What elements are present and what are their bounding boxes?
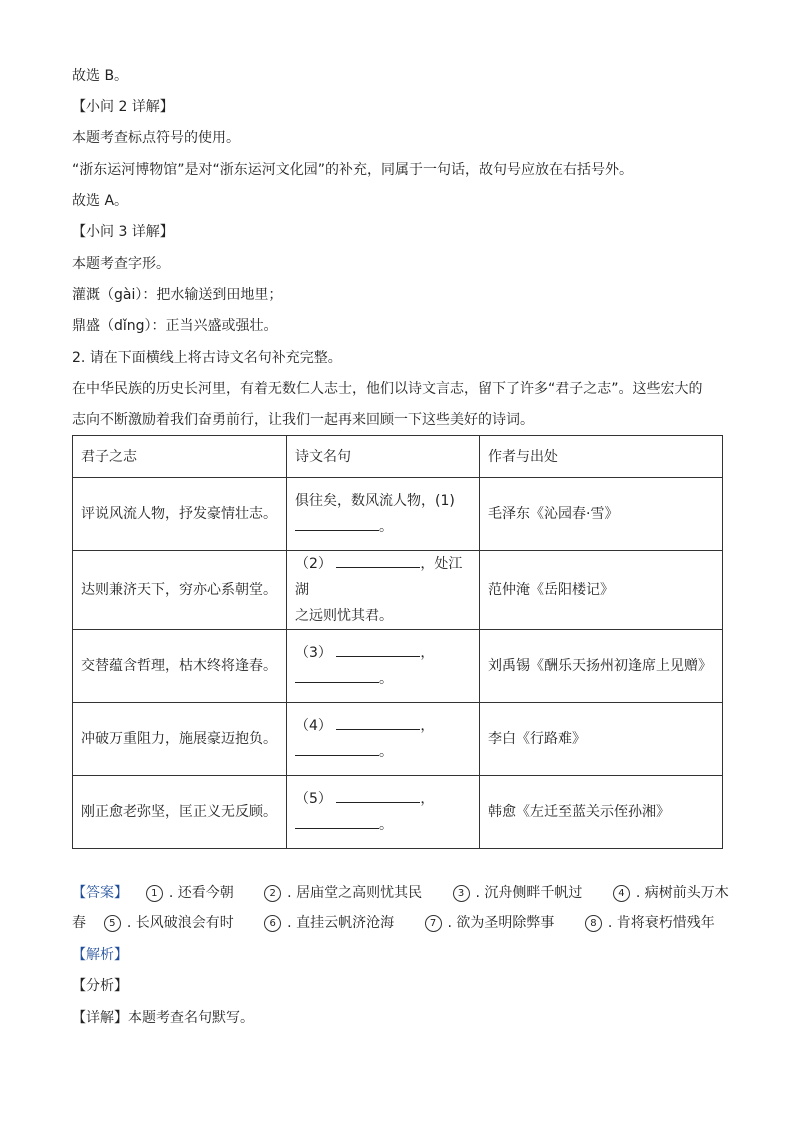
answer-item (425, 915, 555, 931)
verse-line (295, 640, 471, 666)
answer-text: . 沉舟侧畔千帆过 (475, 885, 583, 901)
answer-item (104, 915, 234, 931)
answer-block (72, 878, 732, 938)
answer-blank[interactable] (295, 516, 379, 531)
answer-item (453, 885, 583, 901)
verse-line: 俱往矣，数风流人物，(1) (295, 493, 455, 509)
text-line: 本题考查字形。 (72, 256, 170, 272)
answer-item (264, 915, 394, 931)
verse-text: ，处江湖 (295, 556, 463, 598)
aim-cell: 达则兼济天下，穷亦心系朝堂。 (73, 551, 287, 630)
answer-blank[interactable] (336, 642, 420, 657)
verse-line (295, 786, 471, 812)
verse-cell (287, 776, 480, 849)
verse-line (295, 713, 471, 739)
detail-line (72, 1008, 254, 1028)
answer-blank[interactable] (295, 741, 379, 756)
punct: ， (420, 718, 435, 734)
punct: 。 (379, 519, 393, 535)
aim-cell: 交替蕴含哲理，枯木终将逢春。 (73, 630, 287, 703)
source-cell: 李白《行路难》 (480, 703, 723, 776)
answer-line (72, 878, 732, 908)
punct: ， (420, 645, 435, 661)
answer-blank[interactable] (336, 553, 420, 568)
answer-text: . 长风破浪会有时 (126, 915, 234, 931)
source-cell: 毛泽东《沁园春·雪》 (480, 478, 723, 551)
punct: 。 (379, 671, 393, 687)
section-heading: 【分析】 (72, 978, 128, 994)
answer-item (613, 885, 729, 901)
poem-table (72, 435, 723, 849)
table-header: 诗文名句 (287, 436, 480, 478)
text-line: 灌溉（gài）：把水输送到田地里； (72, 287, 283, 303)
source-cell: 刘禹锡《酬乐天扬州初逢席上见赠》 (480, 630, 723, 703)
answer-blank[interactable] (295, 668, 379, 683)
table-header: 作者与出处 (480, 436, 723, 478)
answer-blank[interactable] (336, 715, 420, 730)
number-circle-icon: 4 (613, 885, 630, 902)
blank-number: （4） (295, 718, 332, 734)
verse-line (295, 739, 471, 765)
answer-blank[interactable] (336, 788, 420, 803)
text-line: 本题考查标点符号的使用。 (72, 130, 240, 146)
answer-text: . 肯将衰朽惜残年 (607, 915, 715, 931)
verse-cell (287, 630, 480, 703)
text-line: “浙东运河博物馆”是对“浙东运河文化园”的补充，同属于一句话，故句号应放在右括号外。 (72, 162, 634, 178)
punct: ， (420, 791, 435, 807)
answer-line (72, 908, 732, 938)
text-line: 本题考查名句默写。 (128, 1010, 254, 1026)
text-line: 鼎盛（dǐng）：正当兴盛或强壮。 (72, 318, 278, 334)
text-line: 志向不断激励着我们奋勇前行，让我们一起再来回顾一下这些美好的诗词。 (72, 412, 534, 428)
blank-number: （2） (295, 556, 332, 572)
number-circle-icon: 3 (453, 885, 470, 902)
table-header: 君子之志 (73, 436, 287, 478)
text-line: 在中华民族的历史长河里，有着无数仁人志士，他们以诗文言志，留下了许多“君子之志”。这些宏大的 (72, 381, 703, 397)
aim-cell: 评说风流人物，抒发豪情壮志。 (73, 478, 287, 551)
answer-item (146, 885, 234, 901)
verse-cell (287, 703, 480, 776)
table-row (73, 478, 723, 551)
section-heading: 【小问 2 详解】 (72, 99, 174, 115)
number-circle-icon: 7 (425, 915, 442, 932)
table-row (73, 703, 723, 776)
verse-line (295, 666, 471, 692)
answer-text: . 病树前头万木 (635, 885, 729, 901)
answer-text: . 还看今朝 (168, 885, 234, 901)
number-circle-icon: 8 (585, 915, 602, 932)
verse-line (295, 812, 471, 838)
verse-line: 之远则忧其君。 (295, 608, 393, 624)
table-row (73, 776, 723, 849)
punct: 。 (379, 817, 393, 833)
verse-cell (287, 478, 480, 551)
text-line: 故选 B。 (72, 68, 129, 84)
answer-item (585, 915, 715, 931)
table-header-row (73, 436, 723, 478)
section-heading: 【详解】 (72, 1010, 128, 1026)
aim-cell: 刚正愈老弥坚，匡正义无反顾。 (73, 776, 287, 849)
table-row (73, 551, 723, 630)
blank-number: （3） (295, 645, 332, 661)
number-circle-icon: 1 (146, 885, 163, 902)
source-cell: 范仲淹《岳阳楼记》 (480, 551, 723, 630)
verse-line (295, 551, 471, 603)
blank-number: （5） (295, 791, 332, 807)
verse-cell (287, 551, 480, 630)
answer-text: . 直挂云帆济沧海 (287, 915, 395, 931)
number-circle-icon: 6 (264, 915, 281, 932)
text-line: 故选 A。 (72, 193, 129, 209)
source-cell: 韩愈《左迁至蓝关示侄孙湘》 (480, 776, 723, 849)
answer-text: . 居庙堂之高则忧其民 (287, 885, 423, 901)
number-circle-icon: 2 (264, 885, 281, 902)
verse-line (295, 514, 471, 540)
answer-blank[interactable] (295, 814, 379, 829)
table-row (73, 630, 723, 703)
answer-item (264, 885, 422, 901)
number-circle-icon: 5 (104, 915, 121, 932)
punct: 。 (379, 744, 393, 760)
aim-cell: 冲破万重阻力，施展豪迈抱负。 (73, 703, 287, 776)
section-heading: 【小问 3 详解】 (72, 224, 174, 240)
answer-label: 【答案】 (72, 885, 128, 901)
answer-text: . 欲为圣明除弊事 (447, 915, 555, 931)
question-title: 2. 请在下面横线上将古诗文名句补充完整。 (72, 350, 342, 366)
answer-text: 春 (72, 915, 86, 931)
analysis-label: 【解析】 (72, 947, 128, 963)
